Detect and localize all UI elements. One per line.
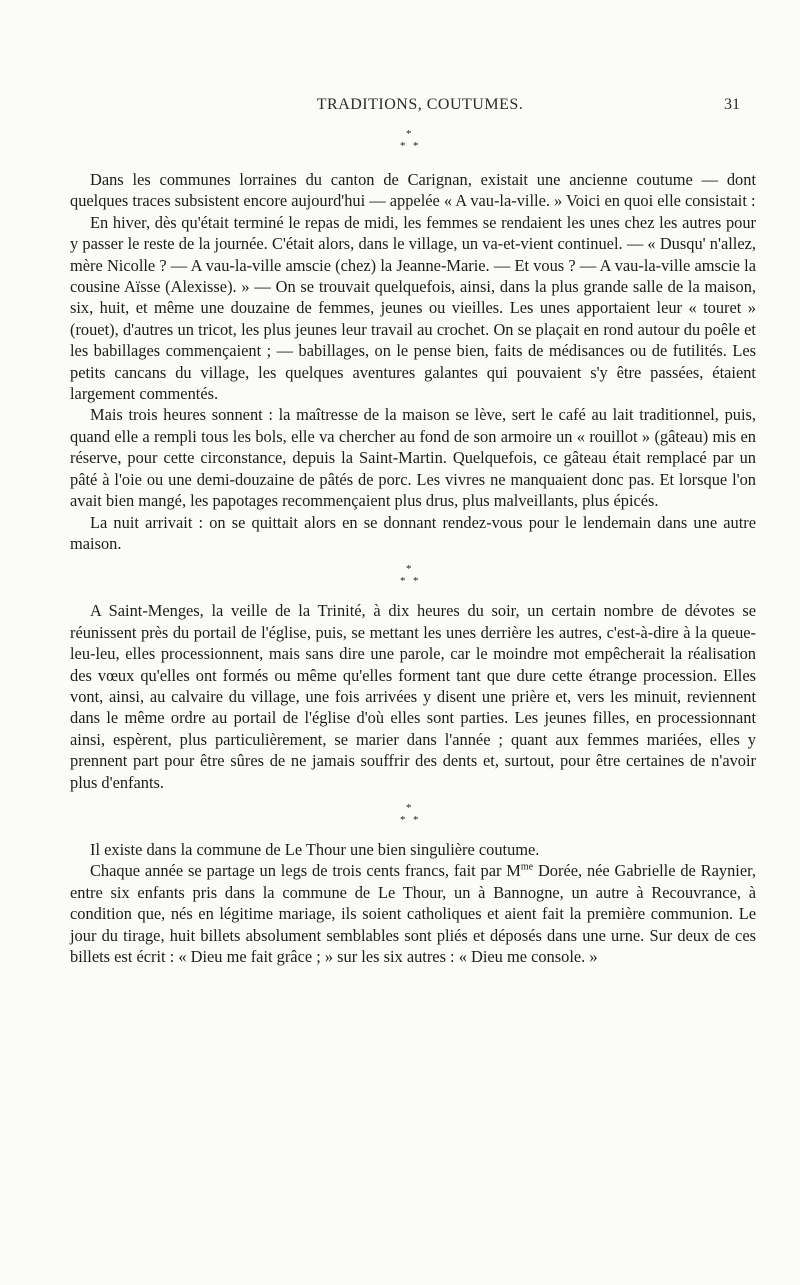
- paragraph: Dans les communes lorraines du canton de Carignan, existait une ancienne coutume — dont quelques traces subsistent encore aujourd'hui — appelée « A vau-la-ville. » Voici en quoi elle consistait :: [70, 170, 756, 211]
- asterisk: *: [400, 575, 406, 588]
- page-number: 31: [724, 96, 740, 113]
- asterisk: *: [413, 813, 419, 826]
- paragraph: Il existe dans la commune de Le Thour une bien singulière coutume.: [90, 839, 540, 859]
- asterisk: *: [406, 128, 412, 140]
- paragraph-text: Dorée, née Gabrielle de Raynier, entre six enfants pris dans la commune de Le Thour, un à Bannogne, un autre à Recouvrance, à condition que, nés en légitime mariage, ils soient catholiques et aient fait la première communion. Le jour du tirage, huit billets absolument semblables sont pliés et déposés dans une urne. Sur deux de ces billets est écrit : « Dieu me fait grâce ; » sur les six autres : « Dieu me console. »: [70, 861, 756, 966]
- section-separator: [70, 554, 756, 600]
- asterisk: *: [406, 801, 412, 814]
- asterisk: *: [400, 813, 406, 826]
- asterisk: *: [413, 140, 419, 152]
- paragraph: Mais trois heures sonnent : la maîtresse de la maison se lève, sert le café au lait traditionnel, puis, quand elle a rempli tous les bols, elle va chercher au fond de son armoire un « rouillot » (gâteau) mis en réserve, pour cette circonstance, depuis la Saint-Martin. Quelquefois, ce gâteau était remplacé par un pâté à l'oie ou une demi-douzaine de pâtés de porc. Les vivres ne manquaient donc pas. Et lorsque l'on avait bien mangé, les papotages recommençaient plus drus, plus malveillants, plus épicés.: [70, 405, 756, 511]
- section-separator: [70, 793, 756, 839]
- paragraph: En hiver, dès qu'était terminé le repas de midi, les femmes se rendaient les unes chez les autres pour y passer le reste de la journée. C'était alors, dans le village, un va-et-vient continuel. — « Dusqu' n'allez, mère Nicolle ? — A vau-la-ville amscie (chez) la Jeanne-Marie. — Et vous ? — A vau-la-ville amscie la cousine Aïsse (Alexisse). » — On se trouvait quelquefois, ainsi, dans la plus grande salle de la maison, six, huit, et même une douzaine de femmes, jeunes ou vieilles. Les unes apportaient leur « touret » (rouet), d'autres un tricot, les plus jeunes leur travail au crochet. On se plaçait en rond autour du poêle et les babillages commençaient ; — babillages, on le pense bien, faits de médisances ou de futilités. Les petits cancans du village, les quelques aventures galantes qui pouvaient s'y être passées, étaient largement commentés.: [70, 212, 756, 404]
- asterisk: *: [413, 575, 419, 588]
- asterisk: *: [400, 140, 406, 152]
- title-abbreviation: me: [520, 861, 534, 873]
- body-text: [70, 125, 756, 967]
- paragraph-text: Chaque année se partage un legs de trois cents francs, fait par M: [90, 861, 521, 881]
- asterisk: *: [406, 563, 412, 576]
- section-separator: [70, 125, 756, 169]
- page-header: [100, 96, 740, 120]
- running-title: TRADITIONS, COUTUMES.: [316, 96, 524, 113]
- paragraph: A Saint-Menges, la veille de la Trinité, à dix heures du soir, un certain nombre de dévotes se réunissent près du portail de l'église, puis, se mettant les unes derrière les autres, c'est-à-dire à la queue-leu-leu, elles processionnent, mais sans dire une parole, car le moindre mot empêcherait la réalisation des vœux qu'elles ont formés ou même qu'elles forment tant que dure cette étrange procession. Elles vont, ainsi, au calvaire du village, une fois arrivées y disent une prière et, vers les minuit, reviennent dans le même ordre au portail de l'église d'où elles sont parties. Les jeunes filles, en processionnant ainsi, espèrent, plus particulièrement, se marier dans l'année ; quant aux femmes mariées, elles y prennent part pour être sûres de ne jamais souffrir des dents et, surtout, pour être certaines de n'avoir plus d'enfants.: [70, 601, 756, 792]
- paragraph: [70, 860, 756, 967]
- paragraph: La nuit arrivait : on se quittait alors en se donnant rendez-vous pour le lendemain dans une autre maison.: [70, 512, 756, 553]
